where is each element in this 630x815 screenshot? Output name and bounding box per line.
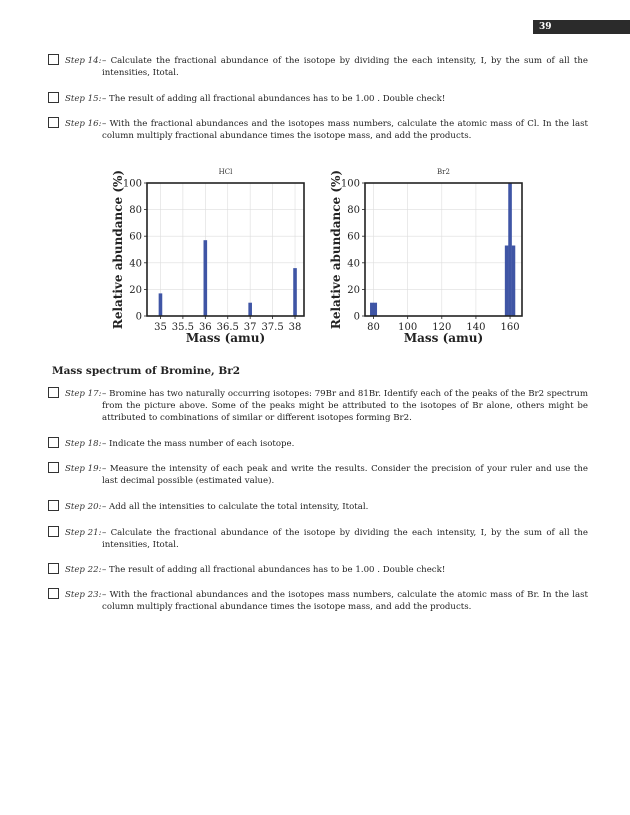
chart1-bar — [512, 246, 516, 316]
br2-chart — [318, 160, 533, 354]
chart1-ytick-label: 60 — [347, 231, 360, 243]
chart0-ytick-label: 60 — [129, 231, 142, 243]
checkbox-step-18[interactable] — [48, 437, 59, 448]
chart0-frame — [147, 183, 304, 316]
step-15 — [48, 93, 588, 105]
chart0-ytick-label: 100 — [122, 178, 142, 190]
chart0-title: HCl — [218, 168, 233, 176]
step-23 — [48, 589, 588, 613]
page-number: 39 — [533, 20, 630, 34]
step-text: – Indicate the mass number of each isotope. — [102, 439, 295, 449]
checkbox-step-21[interactable] — [48, 526, 59, 537]
step-text: – Measure the intensity of each peak and write the results. Consider the precision of your ruler and use the last decimal possible (estimated value). — [102, 464, 588, 486]
checkbox-step-19[interactable] — [48, 462, 59, 473]
step-text: – With the fractional abundances and the isotopes mass numbers, calculate the atomic mass of Br. In the last column multiply fractional abundance times the isotope mass, and add the products. — [102, 590, 588, 612]
chart1-ylabel: Relative abundance (%) — [329, 169, 343, 330]
step-text: – Calculate the fractional abundance of the isotope by dividing the each intensity, I, by the sum of all the intensities, Itotal. — [102, 528, 588, 550]
chart0-ytick-label: 40 — [129, 258, 142, 270]
chart0-ytick-label: 20 — [129, 284, 142, 296]
chart0-xtick-label: 35.5 — [171, 322, 195, 333]
chart0-xtick-label: 37.5 — [261, 322, 284, 333]
chart1-ytick-label: 0 — [353, 311, 360, 323]
chart1-title: Br2 — [437, 168, 450, 176]
chart1-ytick-label: 80 — [347, 205, 360, 217]
step-20 — [48, 501, 588, 513]
step-text: – The result of adding all fractional abundances has to be 1.00 . Double check! — [102, 94, 446, 104]
chart0-bar — [159, 293, 163, 316]
chart1-ytick-label: 100 — [340, 178, 360, 190]
step-14 — [48, 55, 588, 79]
section-title: Mass spectrum of Bromine, Br2 — [52, 365, 241, 377]
chart0-bar — [293, 268, 297, 316]
checkbox-step-22[interactable] — [48, 563, 59, 574]
chart0-xtick-label: 38 — [288, 322, 302, 333]
chart1-xtick-label: 100 — [398, 322, 418, 333]
step-label: Step 20: — [65, 502, 102, 512]
chart1-bar — [508, 183, 512, 316]
step-label: Step 14: — [65, 56, 102, 66]
chart1-ytick-label: 20 — [347, 284, 360, 296]
checkbox-step-16[interactable] — [48, 117, 59, 128]
chart0-xtick-label: 36.5 — [216, 322, 239, 333]
chart1-xtick-label: 140 — [466, 322, 486, 333]
chart1-bar — [370, 303, 374, 316]
step-17 — [48, 388, 588, 424]
chart1-xtick-label: 120 — [432, 322, 452, 333]
chart0-xtick-label: 36 — [198, 322, 212, 333]
step-text: – The result of adding all fractional abundances has to be 1.00 . Double check! — [102, 565, 446, 575]
chart1-bar — [373, 303, 377, 316]
hcl-chart-svg — [100, 160, 315, 350]
step-label: Step 19: — [65, 464, 102, 474]
step-text: – Calculate the fractional abundance of the isotope by dividing the each intensity, I, by the sum of all the intensities, Itotal. — [102, 56, 588, 78]
chart1-xtick-label: 160 — [500, 322, 520, 333]
step-label: Step 23: — [65, 590, 102, 600]
chart0-xlabel: Mass (amu) — [185, 331, 266, 345]
checkbox-step-15[interactable] — [48, 92, 59, 103]
chart0-bar — [248, 303, 252, 316]
step-label: Step 21: — [65, 528, 102, 538]
chart0-ylabel: Relative abundance (%) — [111, 169, 125, 330]
step-label: Step 18: — [65, 439, 102, 449]
hcl-chart — [100, 160, 315, 354]
chart1-xlabel: Mass (amu) — [403, 331, 484, 345]
checkbox-step-23[interactable] — [48, 588, 59, 599]
chart0-ytick-label: 80 — [129, 205, 142, 217]
step-text: – Add all the intensities to calculate the total intensity, Itotal. — [102, 502, 369, 512]
chart0-ytick-label: 0 — [135, 311, 142, 323]
chart1-ytick-label: 40 — [347, 258, 360, 270]
checkbox-step-17[interactable] — [48, 387, 59, 398]
step-text: – With the fractional abundances and the isotopes mass numbers, calculate the atomic mass of Cl. In the last column multiply fractional abundance times the isotope mass, and add the products. — [102, 119, 588, 141]
step-label: Step 16: — [65, 119, 102, 129]
step-21 — [48, 527, 588, 551]
chart1-bar — [505, 246, 509, 316]
step-19 — [48, 463, 588, 487]
checkbox-step-20[interactable] — [48, 500, 59, 511]
chart1-frame — [365, 183, 522, 316]
step-22 — [48, 564, 588, 576]
step-16 — [48, 118, 588, 142]
chart0-xtick-label: 35 — [154, 322, 167, 333]
checkbox-step-14[interactable] — [48, 54, 59, 65]
br2-chart-svg — [318, 160, 533, 350]
step-18 — [48, 438, 588, 450]
step-text: – Bromine has two naturally occurring isotopes: 79Br and 81Br. Identify each of the peaks of the Br2 spectrum from the picture above. Some of the peaks might be attributed to the isotopes of Br alone, others might be attributed to combinations of similar or different isotopes forming Br2. — [102, 389, 588, 423]
step-label: Step 15: — [65, 94, 102, 104]
chart0-bar — [204, 240, 208, 316]
step-label: Step 22: — [65, 565, 102, 575]
chart1-xtick-label: 80 — [367, 322, 380, 333]
chart0-xtick-label: 37 — [243, 322, 257, 333]
step-label: Step 17: — [65, 389, 102, 399]
